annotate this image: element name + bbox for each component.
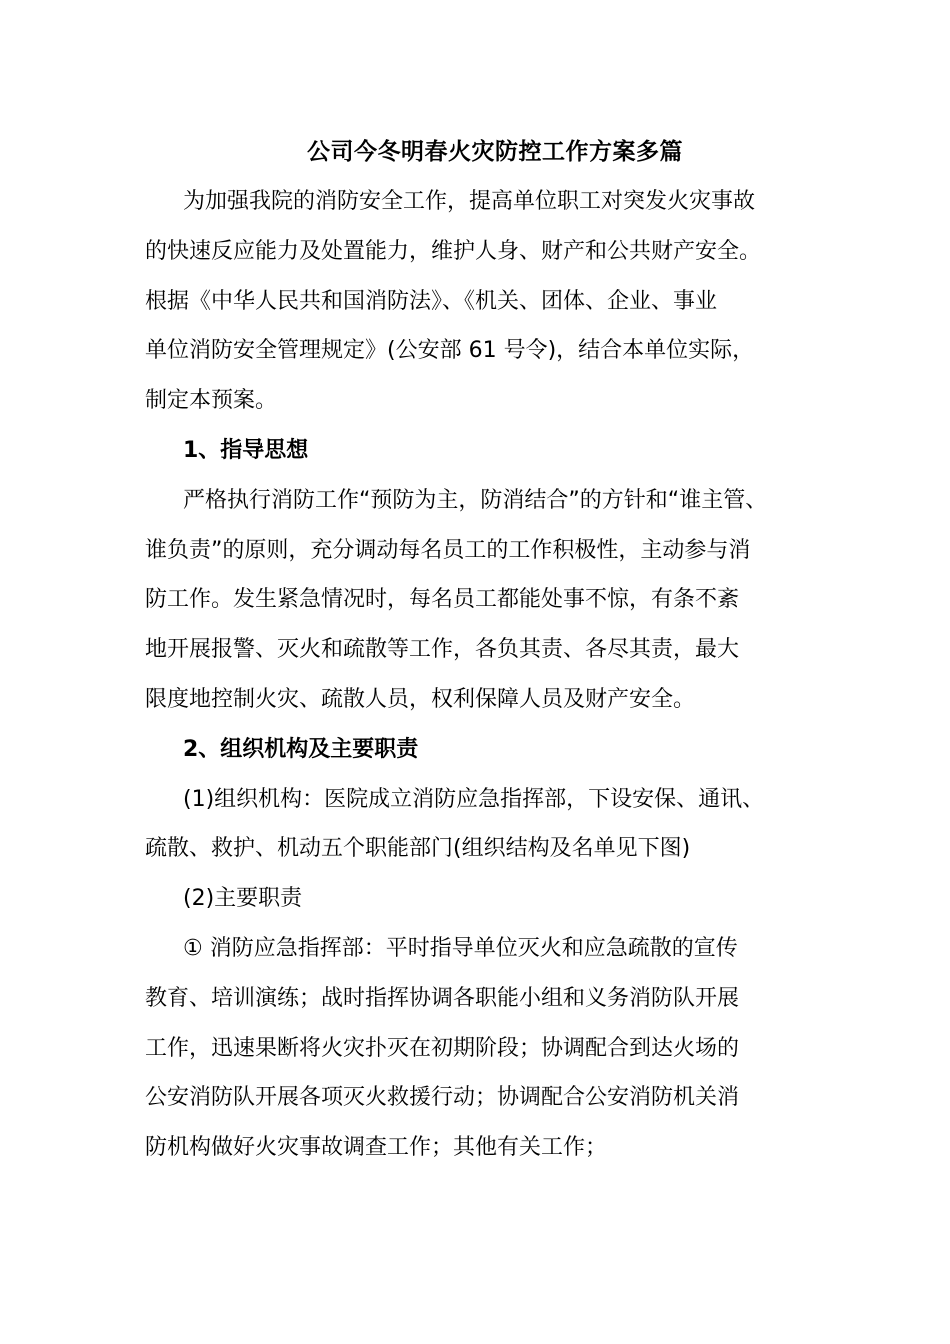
paragraph-line: 教育、培训演练；战时指挥协调各职能小组和义务消防队开展 <box>145 985 740 1011</box>
subsection-heading-duties: (2)主要职责 <box>183 886 303 912</box>
document-body <box>145 177 815 1173</box>
paragraph-line: 为加强我院的消防安全工作，提高单位职工对突发火灾事故 <box>183 189 756 214</box>
paragraph-line: 严格执行消防工作“预防为主，防消结合”的方针和“谁主管、 <box>183 487 768 513</box>
paragraph-line: 单位消防安全管理规定》(公安部 61 号令)，结合本单位实际， <box>145 338 755 364</box>
paragraph-line: 根据《中华人民共和国消防法》、《机关、团体、企业、事业 <box>145 288 718 314</box>
paragraph-line: 的快速反应能力及处置能力，维护人身、财产和公共财产安全。 <box>145 238 762 264</box>
section-heading-organization: 2、组织机构及主要职责 <box>183 736 419 762</box>
paragraph-line: 疏散、救护、机动五个职能部门(组织结构及名单见下图) <box>145 836 691 862</box>
paragraph-line: 限度地控制火灾、疏散人员，权利保障人员及财产安全。 <box>145 686 696 712</box>
paragraph-line: 制定本预案。 <box>145 388 278 414</box>
paragraph-line: 防机构做好火灾事故调查工作；其他有关工作； <box>145 1135 608 1161</box>
paragraph-line: 防工作。发生紧急情况时，每名员工都能处事不惊，有条不紊 <box>145 587 740 613</box>
paragraph-line: 公安消防队开展各项灭火救援行动；协调配合公安消防机关消 <box>145 1085 740 1111</box>
paragraph-line: 谁负责”的原则，充分调动每名员工的工作积极性，主动参与消 <box>145 537 751 563</box>
document-title: 公司今冬明春火灾防控工作方案多篇 <box>307 139 683 165</box>
section-heading-guiding-ideology: 1、指导思想 <box>183 437 309 463</box>
paragraph-line: 工作，迅速果断将火灾扑灭在初期阶段；协调配合到达火场的 <box>145 1035 740 1061</box>
paragraph-line: ① 消防应急指挥部：平时指导单位灭火和应急疏散的宣传 <box>183 935 738 961</box>
paragraph-line: (1)组织机构：医院成立消防应急指挥部，下设安保、通讯、 <box>183 786 765 812</box>
paragraph-line: 地开展报警、灭火和疏散等工作，各负其责、各尽其责，最大 <box>145 637 740 663</box>
